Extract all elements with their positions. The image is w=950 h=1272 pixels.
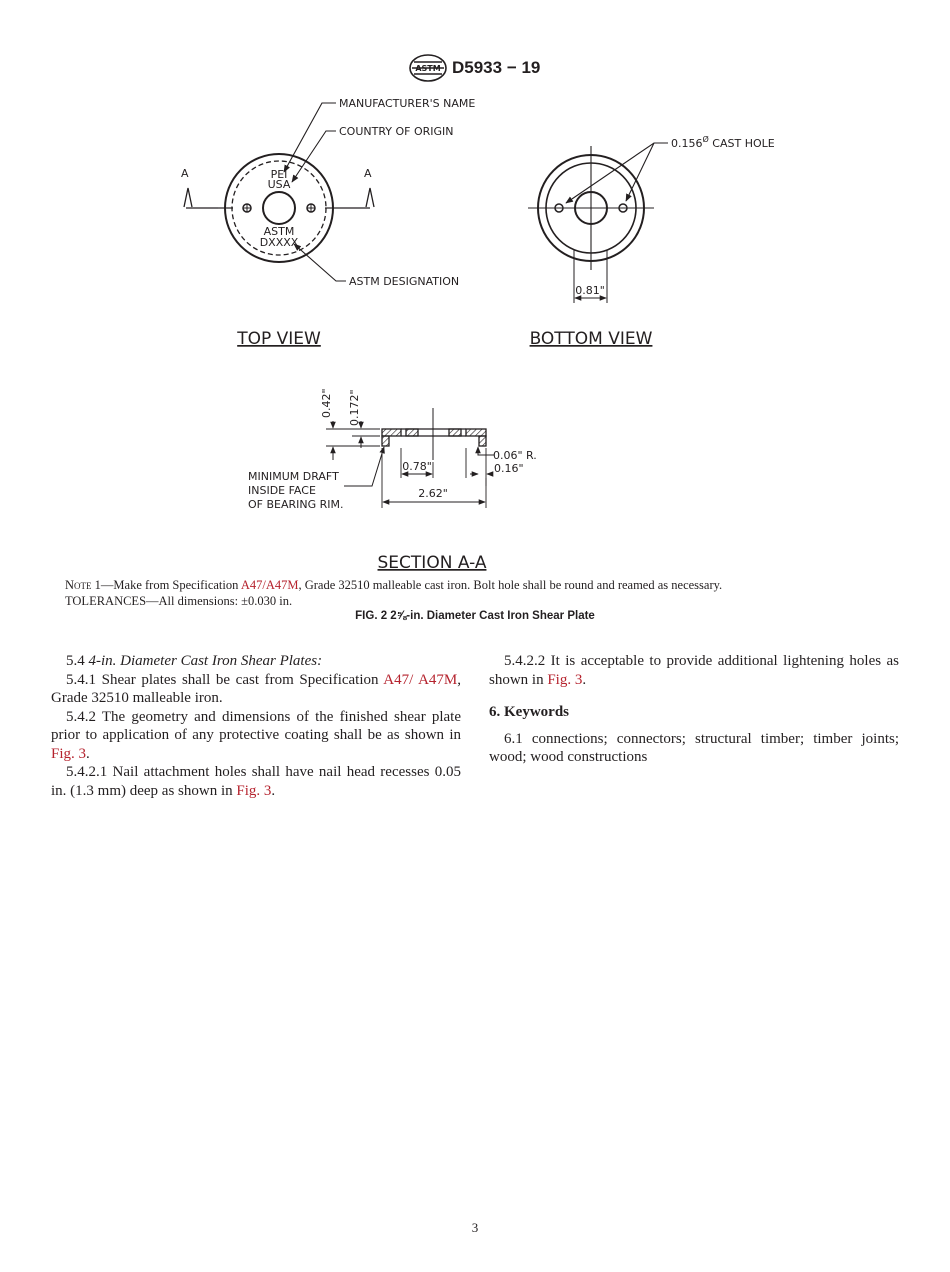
fig-3-link[interactable]: Fig. 3 (51, 745, 87, 762)
mark-maker: PEI (270, 168, 288, 181)
para-5-4-title: 4-in. Diameter Cast Iron Shear Plates: (88, 653, 323, 669)
para-5-4-2-2-suffix: . (582, 671, 587, 688)
cast-hole-dim: 0.156 (671, 137, 703, 150)
callout-manufacturer: MANUFACTURER'S NAME (339, 97, 476, 110)
figure-note (65, 578, 895, 594)
para-5-4-2-1 (51, 763, 461, 800)
page-header (0, 54, 950, 84)
draft-note-line-1: MINIMUM DRAFT (248, 470, 339, 483)
dim-2-62: 2.62" (418, 487, 448, 500)
para-5-4-2 (51, 708, 461, 764)
astm-logo-icon (408, 54, 448, 82)
mark-country: USA (267, 178, 291, 191)
astm-logo-text: ASTM (415, 64, 441, 73)
top-view-title: TOP VIEW (237, 329, 321, 349)
fig-3-link[interactable]: Fig. 3 (236, 782, 272, 799)
para-5-4-2-1-suffix: . (271, 782, 276, 799)
para-5-4-2-1-text: 5.4.2.1 Nail attachment holes shall have nail head recesses 0.05 in. (1.3 mm) deep as shown in (51, 764, 461, 799)
section-title: SECTION A-A (377, 553, 487, 573)
note-suffix: , Grade 32510 malleable cast iron. Bolt hole shall be round and reamed as necessary. (298, 578, 723, 592)
mark-designation: DXXXX (259, 236, 299, 249)
tolerances-note: TOLERANCES—All dimensions: ±0.030 in. (65, 594, 293, 608)
para-5-4-1-suffix: , Grade 32510 malleable iron. (51, 671, 461, 706)
note-spec-link[interactable]: A47/A47M (240, 578, 299, 592)
para-6-1: 6.1 connections; connectors; structural timber; timber joints; wood; wood constructions (489, 730, 899, 765)
para-5-4-2-2 (489, 652, 899, 689)
mark-astm: ASTM (263, 225, 295, 238)
para-5-4-2-text: 5.4.2 The geometry and dimensions of the finished shear plate prior to application of any protective coating shall be as shown in (51, 708, 461, 743)
para-5-4-1 (51, 671, 461, 708)
note-prefix: 1—Make from Specification (91, 578, 241, 592)
para-5-4-2-suffix: . (86, 745, 90, 762)
keywords-heading: 6. Keywords (489, 704, 569, 720)
para-5-4-2-2-text: 5.4.2.2 It is acceptable to provide additional lightening holes as shown in (489, 653, 899, 688)
para-5-4-1-text: 5.4.1 Shear plates shall be cast from Specification (66, 671, 384, 688)
para-5-4 (51, 652, 461, 671)
cast-hole-suffix: CAST HOLE (708, 137, 775, 150)
section-marker-right: A (364, 167, 372, 180)
spec-a47-link[interactable]: A47/ A47M (383, 671, 458, 688)
bottom-view (528, 143, 668, 303)
figure-caption: FIG. 2 2⅝-in. Diameter Cast Iron Shear Plate (355, 610, 595, 622)
page-number: 3 (471, 1220, 479, 1235)
fig-3-link[interactable]: Fig. 3 (547, 671, 583, 688)
dim-0-16: 0.16" (494, 462, 524, 475)
dim-0-42: 0.42" (320, 388, 333, 418)
callout-cast-hole (671, 134, 775, 150)
callout-country: COUNTRY OF ORIGIN (339, 125, 454, 138)
section-marker-left: A (181, 167, 189, 180)
dim-0-78: 0.78" (402, 460, 432, 473)
callout-designation: ASTM DESIGNATION (349, 275, 460, 288)
left-column (51, 652, 461, 800)
draft-note-line-2: INSIDE FACE (248, 484, 316, 497)
note-label: Note (65, 578, 92, 592)
right-column (489, 652, 899, 767)
dim-0-172: 0.172" (348, 389, 361, 426)
figure-2-drawing (0, 88, 950, 578)
bottom-view-title: BOTTOM VIEW (529, 329, 653, 349)
cast-hole-dia-symbol: Ø (702, 135, 709, 144)
dim-0-06-radius: 0.06" R. (493, 449, 537, 462)
dim-bottom-width: 0.81" (575, 284, 605, 297)
para-5-4-num: 5.4 (66, 653, 89, 669)
draft-note-line-3: OF BEARING RIM. (248, 498, 344, 511)
document-id: D5933 − 19 (452, 58, 541, 77)
